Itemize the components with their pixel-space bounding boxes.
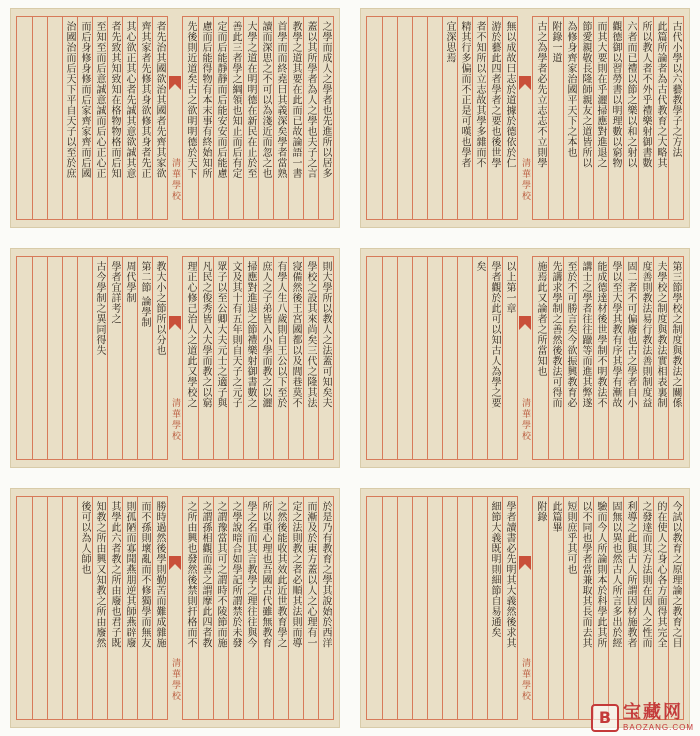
text-column: 至於不可勝言矣今欲振興教育必 <box>565 261 576 408</box>
right-half-frame <box>182 496 334 720</box>
manuscript-page <box>360 8 690 228</box>
text-column: 蓋以其所學者為人之學也夫子之言 <box>305 21 316 179</box>
text-column: 治國治而后天下平自天子以至於庶 <box>64 21 75 179</box>
baozang-logo-icon: B <box>591 704 619 732</box>
column-rule <box>457 257 458 459</box>
column-rule <box>47 17 48 219</box>
column-rule <box>32 497 33 719</box>
column-rule <box>412 497 413 719</box>
column-rule <box>427 17 428 219</box>
manuscript-page <box>10 8 340 228</box>
column-rule <box>382 497 383 719</box>
text-column: 此篇所論者為古代教育之大略其 <box>655 21 666 168</box>
text-column: 則孤陋而寡聞燕朋逆其師燕辟廢 <box>124 501 135 648</box>
text-column: 以不同也學者當兼取其長而去其 <box>580 501 591 648</box>
text-column: 節愛親敬長隆師親友之道皆所以 <box>580 21 591 168</box>
watermark-url: BAOZANG.COM <box>622 723 694 732</box>
column-rule <box>442 257 443 459</box>
column-rule <box>32 17 33 219</box>
text-column: 游於藝此四者學者之要也後世學 <box>489 21 500 168</box>
text-column: 理正心修己治人之道此又學校之 <box>185 261 196 408</box>
left-half-frame <box>366 496 518 720</box>
left-half-frame <box>16 16 168 220</box>
text-column: 之學說暗合如學記所謂禁於未發 <box>230 501 241 648</box>
text-column: 為修身齊家治國平天下之本也 <box>565 21 576 158</box>
text-column: 矣 <box>474 261 485 272</box>
text-column: 於是乃有教育之學其說始於西洋 <box>320 501 331 648</box>
text-column: 文及其十有五年則自天子之元子 <box>230 261 241 408</box>
text-column: 之發達而其方法則在因人之性而 <box>640 501 651 648</box>
column-rule <box>412 17 413 219</box>
text-column: 首學而而終堯曰其義深矣學者當熟 <box>275 21 286 179</box>
text-column: 今試以教育之原理論之教育之目 <box>670 501 681 648</box>
text-column: 附錄 <box>535 501 546 522</box>
text-column: 能成德達材後世學制不明教法不 <box>595 261 606 408</box>
text-column: 庶人之子弟皆入小學而教之以灑 <box>260 261 271 408</box>
text-column: 古今學制之異同得失 <box>94 261 105 356</box>
left-half-frame <box>16 496 168 720</box>
right-half-frame <box>532 16 684 220</box>
text-column: 眾子以至公卿大夫元士之適子與 <box>215 261 226 408</box>
column-rule <box>397 17 398 219</box>
centre-fold <box>518 268 532 460</box>
fishtail-mark-icon <box>169 556 181 570</box>
text-column: 者先治其國欲治其國者先齊其家欲 <box>154 21 165 179</box>
text-column: 講士之學者往往躐等而進其弊遂 <box>580 261 591 408</box>
fold-seal-text: 清華學校 <box>170 658 180 702</box>
right-half-frame <box>182 256 334 460</box>
text-column: 短則庶乎其可也 <box>565 501 576 575</box>
text-column: 定之法則教之者必順其法則而導 <box>290 501 301 648</box>
fold-seal-text: 清華學校 <box>170 158 180 202</box>
centre-fold <box>518 508 532 720</box>
column-rule <box>412 257 413 459</box>
text-column: 後可以為人師也 <box>79 501 90 575</box>
column-rule <box>472 497 473 719</box>
centre-fold <box>168 28 182 220</box>
right-half-frame <box>182 16 334 220</box>
text-column: 所以重心理也吾國古代雖無教育 <box>260 501 271 648</box>
text-column: 讀而深思之不可以為淺近而忽之也 <box>260 21 271 179</box>
watermark-name: 宝藏网 <box>622 702 683 723</box>
column-rule <box>47 257 48 459</box>
text-column: 第三節學校之制度與教法之關係 <box>670 261 681 408</box>
manuscript-page <box>10 488 340 728</box>
text-column: 而漸及於東方蓋以人之心理有一 <box>305 501 316 648</box>
fishtail-mark-icon <box>519 76 531 90</box>
column-rule <box>382 257 383 459</box>
fishtail-mark-icon <box>169 76 181 90</box>
text-column: 無以成故曰志於道據於德依於仁 <box>504 21 515 168</box>
text-column: 而后身修身修而后家齊家齊而后國 <box>79 21 90 179</box>
text-column: 學者宜詳考之 <box>109 261 120 324</box>
right-half-frame <box>532 496 684 720</box>
text-column: 凡民之俊秀皆入大學而教之以窮 <box>200 261 211 408</box>
left-half-frame <box>16 256 168 460</box>
centre-fold <box>168 508 182 720</box>
text-column: 觀德御以習勞書以明理數以窮物 <box>610 21 621 168</box>
text-column: 古之為學者必先立志志不立則學 <box>535 21 546 168</box>
text-column: 有學人生八歲則自王公以下至於 <box>275 261 286 408</box>
text-column: 學之名而其言教學之理往往與今 <box>245 501 256 648</box>
text-column: 之所由興也發然後禁則扞格而不 <box>185 501 196 648</box>
manuscript-page <box>360 248 690 468</box>
text-column: 固二者不可偏廢也古之學者自小 <box>625 261 636 408</box>
text-column: 學以至大學其教有序其學有漸故 <box>610 261 621 408</box>
column-rule <box>77 257 78 459</box>
text-column: 先講求學制之善然後教法可得而 <box>550 261 561 408</box>
text-column: 其心欲正其心者先誠其意欲誠其意 <box>124 21 135 179</box>
text-column: 勝時過然後學則勤苦而難成雜施 <box>154 501 165 648</box>
right-half-frame <box>532 256 684 460</box>
fold-seal-text: 清華學校 <box>520 158 530 202</box>
text-column: 先後則近道矣古之欲明明德於天下 <box>185 21 196 179</box>
text-column: 教大小之節所以分也 <box>154 261 165 356</box>
column-rule <box>47 497 48 719</box>
column-rule <box>427 257 428 459</box>
column-rule <box>457 497 458 719</box>
text-column: 大學之道在明明德在新民在止於至 <box>245 21 256 179</box>
fold-seal-text: 清華學校 <box>520 658 530 702</box>
column-rule <box>62 497 63 719</box>
text-column: 古代小學以六藝教學子之方法 <box>670 21 681 158</box>
text-column: 之謂豫當其可之謂時不陵節而施 <box>215 501 226 648</box>
site-watermark <box>591 703 694 732</box>
text-column: 善此三者學之綱領也知止而后有定 <box>230 21 241 179</box>
text-column: 慮而后能得物有本末事有終始知所 <box>200 21 211 179</box>
text-column: 學者觀於此可以知古人為學之要 <box>489 261 500 408</box>
text-column: 定而后能靜靜而后能安安而后能慮 <box>215 21 226 179</box>
text-column: 者不知所以立志故其學多雜而不 <box>474 21 485 168</box>
text-column: 夫學校之制度與教法實相表裏制 <box>655 261 666 408</box>
text-column: 固無以異也然古人所言多出於經 <box>610 501 621 648</box>
centre-fold <box>168 268 182 460</box>
text-column: 利導之此與古人所謂因材施教者 <box>625 501 636 648</box>
text-column: 學校之設其來尚矣三代之隆其法 <box>305 261 316 408</box>
text-column: 精其行多偏而不正是可嘆也學者 <box>459 21 470 168</box>
column-rule <box>32 257 33 459</box>
column-rule <box>62 257 63 459</box>
text-column: 的在使人之身心各方面得其完全 <box>655 501 666 648</box>
text-column: 教學之道其要在此而已故論語一書 <box>290 21 301 179</box>
fishtail-mark-icon <box>519 316 531 330</box>
text-column: 以上第一章 <box>504 261 515 314</box>
left-half-frame <box>366 16 518 220</box>
text-column: 度善則教法易行教法善則制度益 <box>640 261 651 408</box>
left-half-frame <box>366 256 518 460</box>
column-rule <box>397 497 398 719</box>
text-column: 至知至而后意誠意誠而后心正心正 <box>94 21 105 179</box>
text-column: 之學而成人之學者也先進所以居多 <box>320 21 331 179</box>
text-column: 其學此六者教之所由廢也君子既 <box>109 501 120 648</box>
text-column: 第二節 論學制 <box>139 261 150 328</box>
text-column: 宜深思焉 <box>444 21 455 63</box>
text-column: 周代學制 <box>124 261 135 303</box>
fold-seal-text: 清華學校 <box>170 398 180 442</box>
column-rule <box>442 497 443 719</box>
text-column: 六者而已禮以節之樂以和之射以 <box>625 21 636 168</box>
text-column: 而其大要則在乎灑掃應對進退之 <box>595 21 606 168</box>
column-rule <box>382 17 383 219</box>
text-column: 齊其家者先修其身欲修其身者先正 <box>139 21 150 179</box>
column-rule <box>427 497 428 719</box>
text-column: 之謂孫相觀而善之謂摩此四者教 <box>200 501 211 648</box>
text-column: 驗而今人所論則本於科學此其所 <box>595 501 606 648</box>
centre-fold <box>518 28 532 220</box>
text-column: 所以教人者不外乎禮樂射御書數 <box>640 21 651 168</box>
text-column: 者先致其知致知在格物物格而后知 <box>109 21 120 179</box>
fishtail-mark-icon <box>169 316 181 330</box>
text-column: 細節大義既明則細節自易通矣 <box>489 501 500 638</box>
column-rule <box>397 257 398 459</box>
text-column: 附錄一道 <box>550 21 561 63</box>
text-column: 學者讀書必先明其大義然後求其 <box>504 501 515 648</box>
text-column: 而不孫則壞亂而不修獨學而無友 <box>139 501 150 648</box>
text-column: 寖備然後王宮國都以及閭巷莫不 <box>290 261 301 408</box>
manuscript-page <box>360 488 690 728</box>
text-column: 施焉此又論者之所當知也 <box>535 261 546 377</box>
text-column: 此篇畢 <box>550 501 561 533</box>
text-column: 之然後能收其效此近世教育學之 <box>275 501 286 648</box>
text-column: 掃應對進退之節禮樂射御書數之 <box>245 261 256 408</box>
text-column: 知教之所由興又知教之所由廢然 <box>94 501 105 648</box>
fold-seal-text: 清華學校 <box>520 398 530 442</box>
fishtail-mark-icon <box>519 556 531 570</box>
manuscript-page <box>10 248 340 468</box>
text-column: 則大學所以教人之法蓋可知矣夫 <box>320 261 331 408</box>
